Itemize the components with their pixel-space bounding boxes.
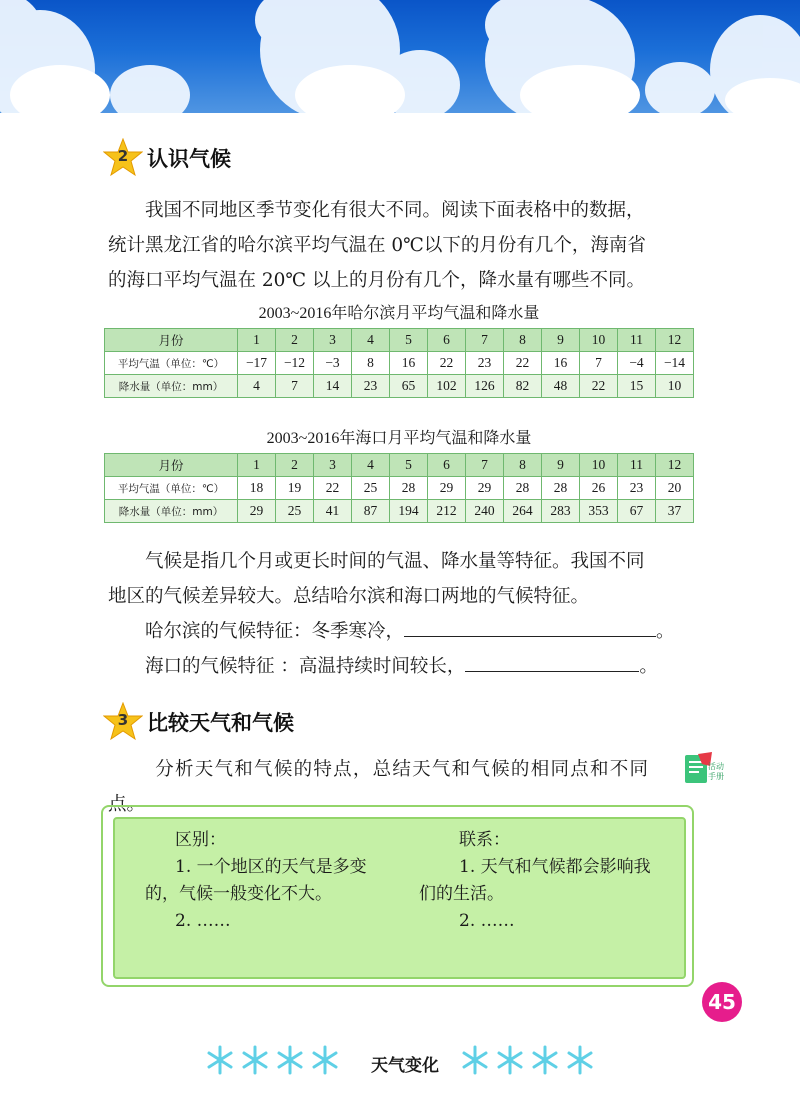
precip-cell: 15 bbox=[618, 375, 656, 398]
header-label: 月份 bbox=[105, 329, 238, 352]
temp-cell: 29 bbox=[428, 477, 466, 500]
harbin-answer-blank[interactable] bbox=[404, 616, 656, 637]
month-cell: 3 bbox=[314, 454, 352, 477]
temp-cell: 23 bbox=[618, 477, 656, 500]
month-cell: 8 bbox=[504, 329, 542, 352]
precip-cell: 48 bbox=[542, 375, 580, 398]
activity-manual-icon[interactable] bbox=[684, 752, 736, 788]
snowflake-icon bbox=[530, 1045, 560, 1075]
table-header-row bbox=[105, 454, 694, 477]
section-2-heading bbox=[103, 138, 231, 178]
month-cell: 8 bbox=[504, 454, 542, 477]
temp-cell: 28 bbox=[390, 477, 428, 500]
connection-column bbox=[419, 827, 689, 935]
precip-cell: 25 bbox=[276, 500, 314, 523]
section-number: 3 bbox=[117, 711, 129, 729]
climate-line: 地区的气候差异较大。总结哈尔滨和海口两地的气候特征。 bbox=[108, 586, 590, 607]
precip-cell: 29 bbox=[238, 500, 276, 523]
snowflake-icon bbox=[205, 1045, 235, 1075]
month-cell: 10 bbox=[580, 454, 618, 477]
manual-label: 活动 bbox=[708, 762, 724, 771]
intro-line: 统计黑龙江省的哈尔滨平均气温在 0℃以下的月份有几个，海南省 bbox=[108, 235, 646, 256]
section-3-heading bbox=[103, 702, 294, 742]
snowflake-icon bbox=[460, 1045, 490, 1075]
section-title: 认识气候 bbox=[147, 147, 231, 171]
climate-line: 气候是指几个月或更长时间的气温、降水量等特征。我国不同 bbox=[145, 551, 645, 572]
month-cell: 12 bbox=[656, 454, 694, 477]
row-label: 降水量（单位：mm） bbox=[105, 375, 238, 398]
temp-cell: 20 bbox=[656, 477, 694, 500]
temp-cell: 22 bbox=[314, 477, 352, 500]
temp-cell: 8 bbox=[352, 352, 390, 375]
star-badge-icon bbox=[103, 702, 143, 742]
temp-cell: −17 bbox=[238, 352, 276, 375]
temp-cell: −4 bbox=[618, 352, 656, 375]
intro-line: 我国不同地区季节变化有很大不同。阅读下面表格中的数据， bbox=[145, 200, 645, 221]
connection-item: 们的生活。 bbox=[419, 884, 504, 904]
month-cell: 6 bbox=[428, 454, 466, 477]
harbin-climate-table bbox=[104, 328, 694, 398]
section-number: 2 bbox=[117, 147, 129, 165]
header-banner-image bbox=[0, 0, 800, 113]
month-cell: 10 bbox=[580, 329, 618, 352]
precip-cell: 194 bbox=[390, 500, 428, 523]
temp-cell: 23 bbox=[466, 352, 504, 375]
snowflake-icon bbox=[565, 1045, 595, 1075]
temp-cell: −12 bbox=[276, 352, 314, 375]
table-header-row bbox=[105, 329, 694, 352]
precip-cell: 240 bbox=[466, 500, 504, 523]
month-cell: 2 bbox=[276, 329, 314, 352]
month-cell: 4 bbox=[352, 454, 390, 477]
footer bbox=[0, 1045, 800, 1079]
temp-cell: 26 bbox=[580, 477, 618, 500]
precip-cell: 10 bbox=[656, 375, 694, 398]
footer-title: 天气变化 bbox=[371, 1056, 439, 1076]
connection-item: 2. …… bbox=[459, 911, 515, 931]
month-cell: 12 bbox=[656, 329, 694, 352]
precip-cell: 22 bbox=[580, 375, 618, 398]
temp-cell: 25 bbox=[352, 477, 390, 500]
instruction-text: 分析天气和气候的特点，总结天气和气候的相同点和不同点。 bbox=[108, 759, 648, 815]
month-cell: 9 bbox=[542, 329, 580, 352]
row-label: 平均气温（单位：℃） bbox=[105, 477, 238, 500]
table-1-caption: 2003~2016年哈尔滨月平均气温和降水量 bbox=[258, 305, 540, 322]
manual-label: 手册 bbox=[708, 772, 724, 781]
snowflake-icon bbox=[495, 1045, 525, 1075]
snowflake-icon bbox=[310, 1045, 340, 1075]
month-cell: 1 bbox=[238, 329, 276, 352]
intro-paragraph bbox=[108, 193, 696, 298]
page-number-badge: 45 bbox=[702, 982, 742, 1022]
temp-cell: 22 bbox=[504, 352, 542, 375]
month-cell: 2 bbox=[276, 454, 314, 477]
difference-item: 2. …… bbox=[175, 911, 231, 931]
month-cell: 3 bbox=[314, 329, 352, 352]
punctuation: 。 bbox=[656, 621, 675, 642]
section-title: 比较天气和气候 bbox=[147, 711, 294, 735]
temp-cell: 22 bbox=[428, 352, 466, 375]
climate-paragraph bbox=[108, 544, 696, 684]
table-row-precipitation bbox=[105, 500, 694, 523]
temp-cell: 18 bbox=[238, 477, 276, 500]
temp-cell: 7 bbox=[580, 352, 618, 375]
month-cell: 7 bbox=[466, 454, 504, 477]
precip-cell: 23 bbox=[352, 375, 390, 398]
snowflake-icon bbox=[240, 1045, 270, 1075]
precip-cell: 7 bbox=[276, 375, 314, 398]
precip-cell: 65 bbox=[390, 375, 428, 398]
row-label: 平均气温（单位：℃） bbox=[105, 352, 238, 375]
difference-item: 1. 一个地区的天气是多变 bbox=[175, 857, 367, 877]
month-cell: 4 bbox=[352, 329, 390, 352]
punctuation: 。 bbox=[639, 656, 658, 677]
table-row-precipitation bbox=[105, 375, 694, 398]
precip-cell: 87 bbox=[352, 500, 390, 523]
temp-cell: 29 bbox=[466, 477, 504, 500]
month-cell: 11 bbox=[618, 329, 656, 352]
precip-cell: 102 bbox=[428, 375, 466, 398]
precip-cell: 212 bbox=[428, 500, 466, 523]
haikou-climate-table bbox=[104, 453, 694, 523]
precip-cell: 126 bbox=[466, 375, 504, 398]
temp-cell: −3 bbox=[314, 352, 352, 375]
table-2-caption: 2003~2016年海口月平均气温和降水量 bbox=[266, 430, 532, 447]
precip-cell: 353 bbox=[580, 500, 618, 523]
precip-cell: 14 bbox=[314, 375, 352, 398]
temp-cell: 16 bbox=[390, 352, 428, 375]
precip-cell: 283 bbox=[542, 500, 580, 523]
precip-cell: 67 bbox=[618, 500, 656, 523]
precip-cell: 41 bbox=[314, 500, 352, 523]
harbin-prompt: 哈尔滨的气候特征：冬季寒冷， bbox=[145, 621, 405, 642]
header-label: 月份 bbox=[105, 454, 238, 477]
difference-item: 的，气候一般变化不大。 bbox=[145, 884, 332, 904]
difference-title: 区别： bbox=[175, 830, 226, 850]
month-cell: 6 bbox=[428, 329, 466, 352]
precip-cell: 37 bbox=[656, 500, 694, 523]
temp-cell: −14 bbox=[656, 352, 694, 375]
precip-cell: 82 bbox=[504, 375, 542, 398]
snowflake-icon bbox=[275, 1045, 305, 1075]
temp-cell: 28 bbox=[542, 477, 580, 500]
month-cell: 5 bbox=[390, 454, 428, 477]
month-cell: 1 bbox=[238, 454, 276, 477]
month-cell: 11 bbox=[618, 454, 656, 477]
comparison-box bbox=[101, 805, 694, 987]
haikou-answer-blank[interactable] bbox=[465, 651, 639, 672]
connection-item: 1. 天气和气候都会影响我 bbox=[459, 857, 651, 877]
star-badge-icon bbox=[103, 138, 143, 178]
intro-line: 的海口平均气温在 20℃ 以上的月份有几个，降水量有哪些不同。 bbox=[108, 270, 645, 291]
month-cell: 9 bbox=[542, 454, 580, 477]
haikou-prompt: 海口的气候特征 ：高温持续时间较长， bbox=[145, 656, 466, 677]
precip-cell: 264 bbox=[504, 500, 542, 523]
temp-cell: 19 bbox=[276, 477, 314, 500]
month-cell: 5 bbox=[390, 329, 428, 352]
table-row-temperature bbox=[105, 477, 694, 500]
temp-cell: 16 bbox=[542, 352, 580, 375]
temp-cell: 28 bbox=[504, 477, 542, 500]
precip-cell: 4 bbox=[238, 375, 276, 398]
row-label: 降水量（单位：mm） bbox=[105, 500, 238, 523]
table-row-temperature bbox=[105, 352, 694, 375]
connection-title: 联系： bbox=[459, 830, 510, 850]
difference-column bbox=[145, 827, 405, 935]
month-cell: 7 bbox=[466, 329, 504, 352]
